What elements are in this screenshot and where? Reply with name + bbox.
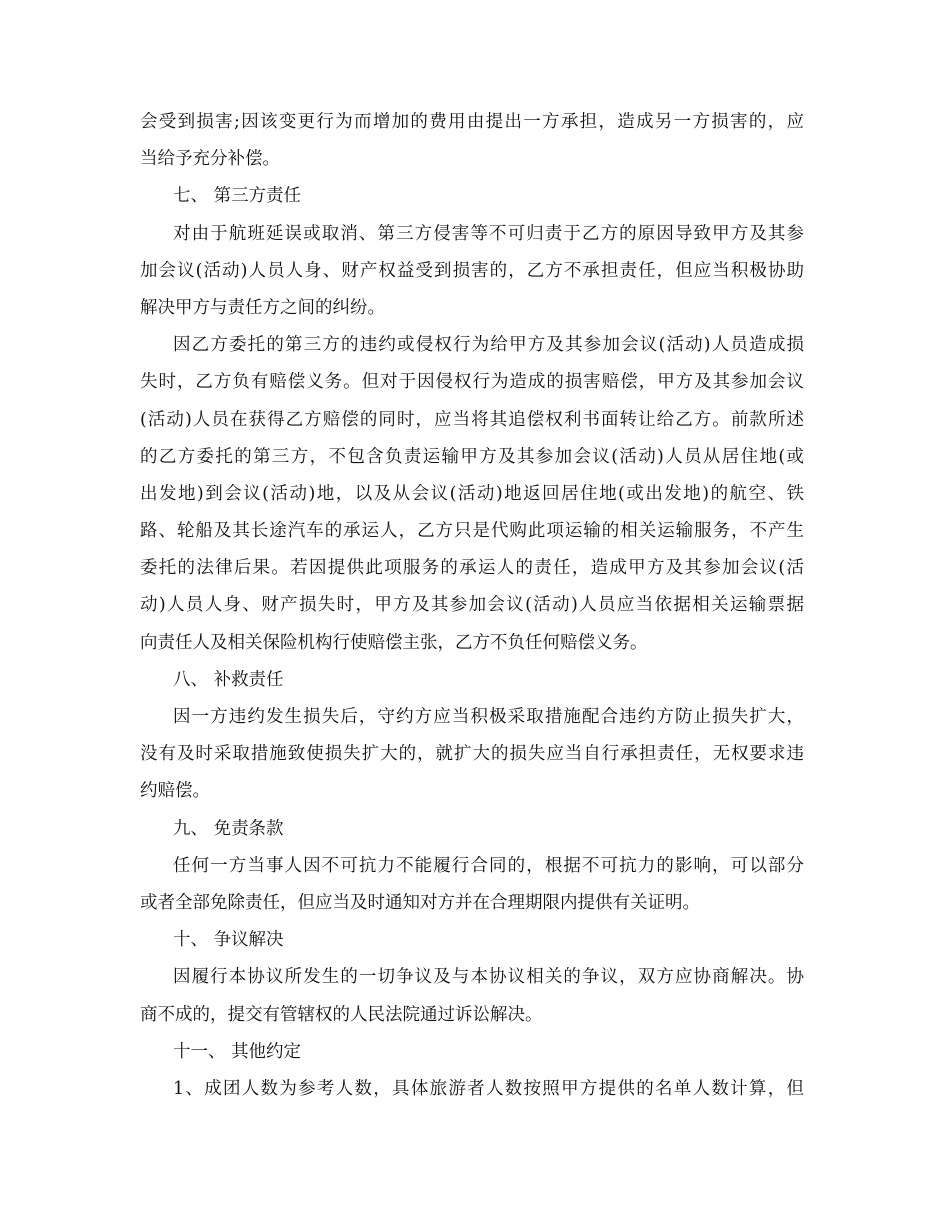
- section-heading: 十、 争议解决: [173, 930, 284, 951]
- section-heading: 十一、 其他约定: [173, 1041, 302, 1062]
- paragraph-line: 会受到损害;因该变更行为而增加的费用由提出一方承担，造成另一方损害的，应: [140, 112, 804, 132]
- paragraph-line: 失时，乙方负有赔偿义务。但对于因侵权行为造成的损害赔偿，甲方及其参加会议: [140, 372, 804, 393]
- paragraph-line: 任何一方当事人因不可抗力不能履行合同的，根据不可抗力的影响，可以部分: [173, 855, 804, 876]
- paragraph-line: 因一方违约发生损失后，守约方应当积极采取措施配合违约方防止损失扩大，: [173, 707, 804, 727]
- section-heading: 九、 免责条款: [173, 818, 284, 839]
- paragraph-line: 动)人员人身、财产损失时，甲方及其参加会议(活动)人员应当依据相关运输票据: [140, 595, 804, 616]
- paragraph-line: (活动)人员在获得乙方赔偿的同时，应当将其追偿权利书面转让给乙方。前款所述: [140, 409, 804, 430]
- paragraph-line: 商不成的，提交有管辖权的人民法院通过诉讼解决。: [140, 1004, 543, 1025]
- paragraph-line: 因履行本协议所发生的一切争议及与本协议相关的争议，双方应协商解决。协: [173, 967, 804, 988]
- document-body: [140, 112, 804, 1116]
- paragraph-line: 约赔偿。: [140, 781, 210, 802]
- paragraph-line: 出发地)到会议(活动)地，以及从会议(活动)地返回居住地(或出发地)的航空、铁: [140, 483, 804, 504]
- paragraph-line: 的乙方委托的第三方，不包含负责运输甲方及其参加会议(活动)人员从居住地(或: [140, 446, 804, 467]
- paragraph-line: 委托的法律后果。若因提供此项服务的承运人的责任，造成甲方及其参加会议(活: [140, 558, 804, 579]
- section-heading: 七、 第三方责任: [173, 186, 302, 207]
- paragraph-line: 1、成团人数为参考人数，具体旅游者人数按照甲方提供的名单人数计算，但: [173, 1078, 804, 1099]
- paragraph-line: 或者全部免除责任，但应当及时通知对方并在合理期限内提供有关证明。: [140, 892, 700, 913]
- paragraph-line: 因乙方委托的第三方的违约或侵权行为给甲方及其参加会议(活动)人员造成损: [173, 335, 804, 356]
- section-heading: 八、 补救责任: [173, 669, 284, 690]
- paragraph-line: 加会议(活动)人员人身、财产权益受到损害的，乙方不承担责任，但应当积极协助: [140, 260, 804, 281]
- paragraph-line: 路、轮船及其长途汽车的承运人，乙方只是代购此项运输的相关运输服务，不产生: [140, 521, 804, 542]
- paragraph-line: 当给予充分补偿。: [140, 149, 280, 170]
- paragraph-line: 对由于航班延误或取消、第三方侵害等不可归责于乙方的原因导致甲方及其参: [173, 223, 804, 244]
- paragraph-line: 没有及时采取措施致使损失扩大的，就扩大的损失应当自行承担责任，无权要求违: [140, 744, 804, 765]
- paragraph-line: 向责任人及相关保险机构行使赔偿主张，乙方不负任何赔偿义务。: [140, 632, 648, 653]
- paragraph-line: 解决甲方与责任方之间的纠纷。: [140, 297, 385, 318]
